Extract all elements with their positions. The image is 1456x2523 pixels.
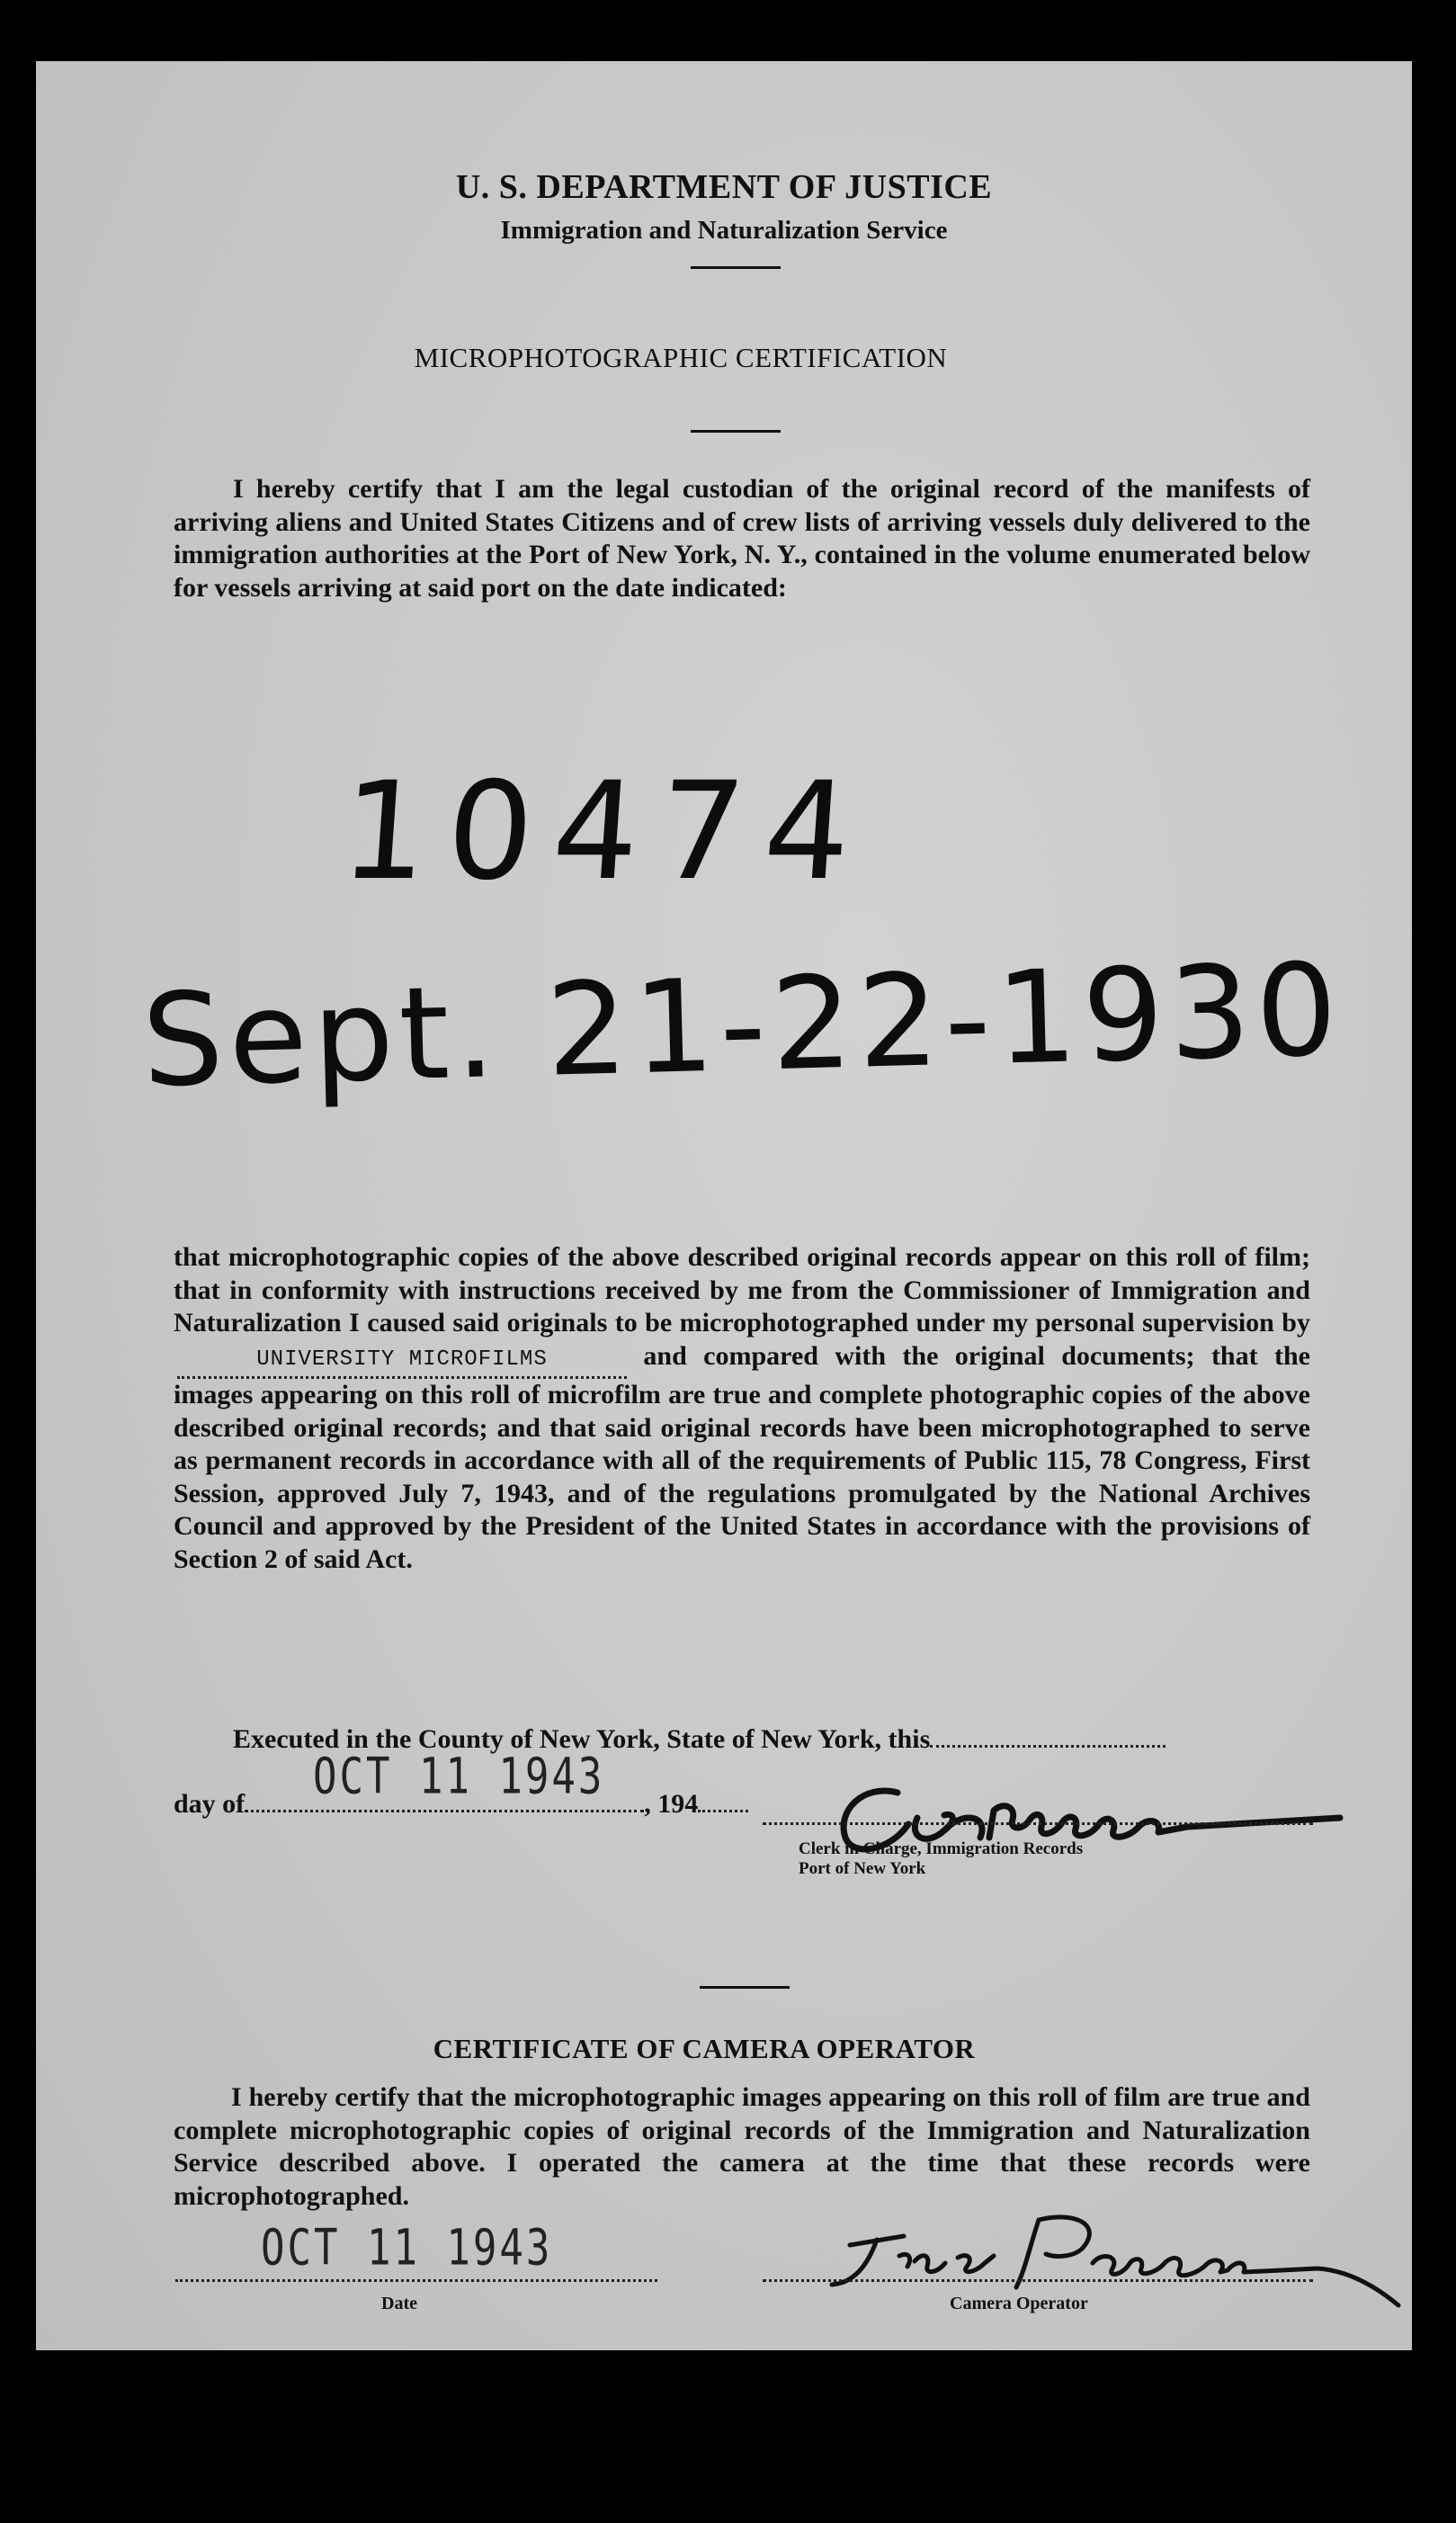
clerk-title-line-2: Port of New York [799, 1859, 926, 1878]
divider [691, 430, 781, 433]
camera-operator-statement: I hereby certify that the microphotographic images appearing on this roll of film are true and complete microphotographic copies of original records of the Immigration and Naturalization Service described above. I operated the camera at the time that these records were microphotographed. [174, 2082, 1310, 2211]
date-label: Date [381, 2294, 417, 2313]
certification-body [174, 1241, 1310, 1576]
operator-signature [814, 2202, 1407, 2310]
month-field [245, 1810, 644, 1812]
intro-paragraph: I hereby certify that I am the legal custodian of the original record of the manifests of arriving aliens and United States Citizens and of crew lists of arriving vessels duly delivered to the immigration authorities at the Port of New York, N. Y., contained in the volume enumerated below for vessels arriving at said port on the date indicated: [174, 474, 1310, 603]
year-field [698, 1810, 748, 1812]
executed-text: Executed in the County of New York, State of New York, this [233, 1724, 931, 1754]
day-field [930, 1745, 1166, 1748]
year-prefix: , 194 [644, 1789, 699, 1819]
divider [700, 1986, 790, 1989]
body-part-2: and compared with the original documents; that the images appearing on this roll of microfilm are true and complete photographic copies of the above described original records; and that said original records have been microphotographed to serve as permanent records in accordance with all of the requirements of Public 115, 78 Congress, First Session, approved July 7, 1943, and of the regulations promulgated by the National Archives Council and approved by the President of the United States in accordance with the provisions of Section 2 of said Act. [174, 1340, 1310, 1574]
date-stamp: OCT 11 1943 [313, 1748, 605, 1806]
certification-title: MICROPHOTOGRAPHIC CERTIFICATION [414, 342, 948, 373]
handwritten-date: Sept. 21-22-1930 [140, 935, 1344, 1116]
divider [691, 266, 781, 269]
clerk-title [799, 1839, 1083, 1879]
supervisor-field [177, 1340, 627, 1380]
operator-label: Camera Operator [950, 2294, 1088, 2313]
operator-date-stamp: OCT 11 1943 [261, 2219, 553, 2277]
service-subtitle: Immigration and Naturalization Service [500, 216, 948, 245]
day-of-label: day of [174, 1789, 246, 1819]
handwritten-volume-number: 10474 [335, 754, 876, 910]
body-part-1: that microphotographic copies of the above described original records appear on this roll of film; that in conformity with instructions received by me from the Commissioner of Immigration and Naturalization I caused said originals to be microphotographed under my personal supervision by [174, 1242, 1310, 1338]
department-title: U. S. DEPARTMENT OF JUSTICE [455, 168, 993, 206]
clerk-signature-line [763, 1822, 1313, 1825]
date-line [175, 2279, 657, 2282]
camera-operator-title: CERTIFICATE OF CAMERA OPERATOR [433, 2033, 976, 2064]
clerk-title-line-1: Clerk in Charge, Immigration Records [799, 1839, 1084, 1858]
certificate-page [36, 61, 1412, 2350]
supervisor-name: UNIVERSITY MICROFILMS [256, 1346, 548, 1372]
operator-signature-line [763, 2279, 1313, 2282]
